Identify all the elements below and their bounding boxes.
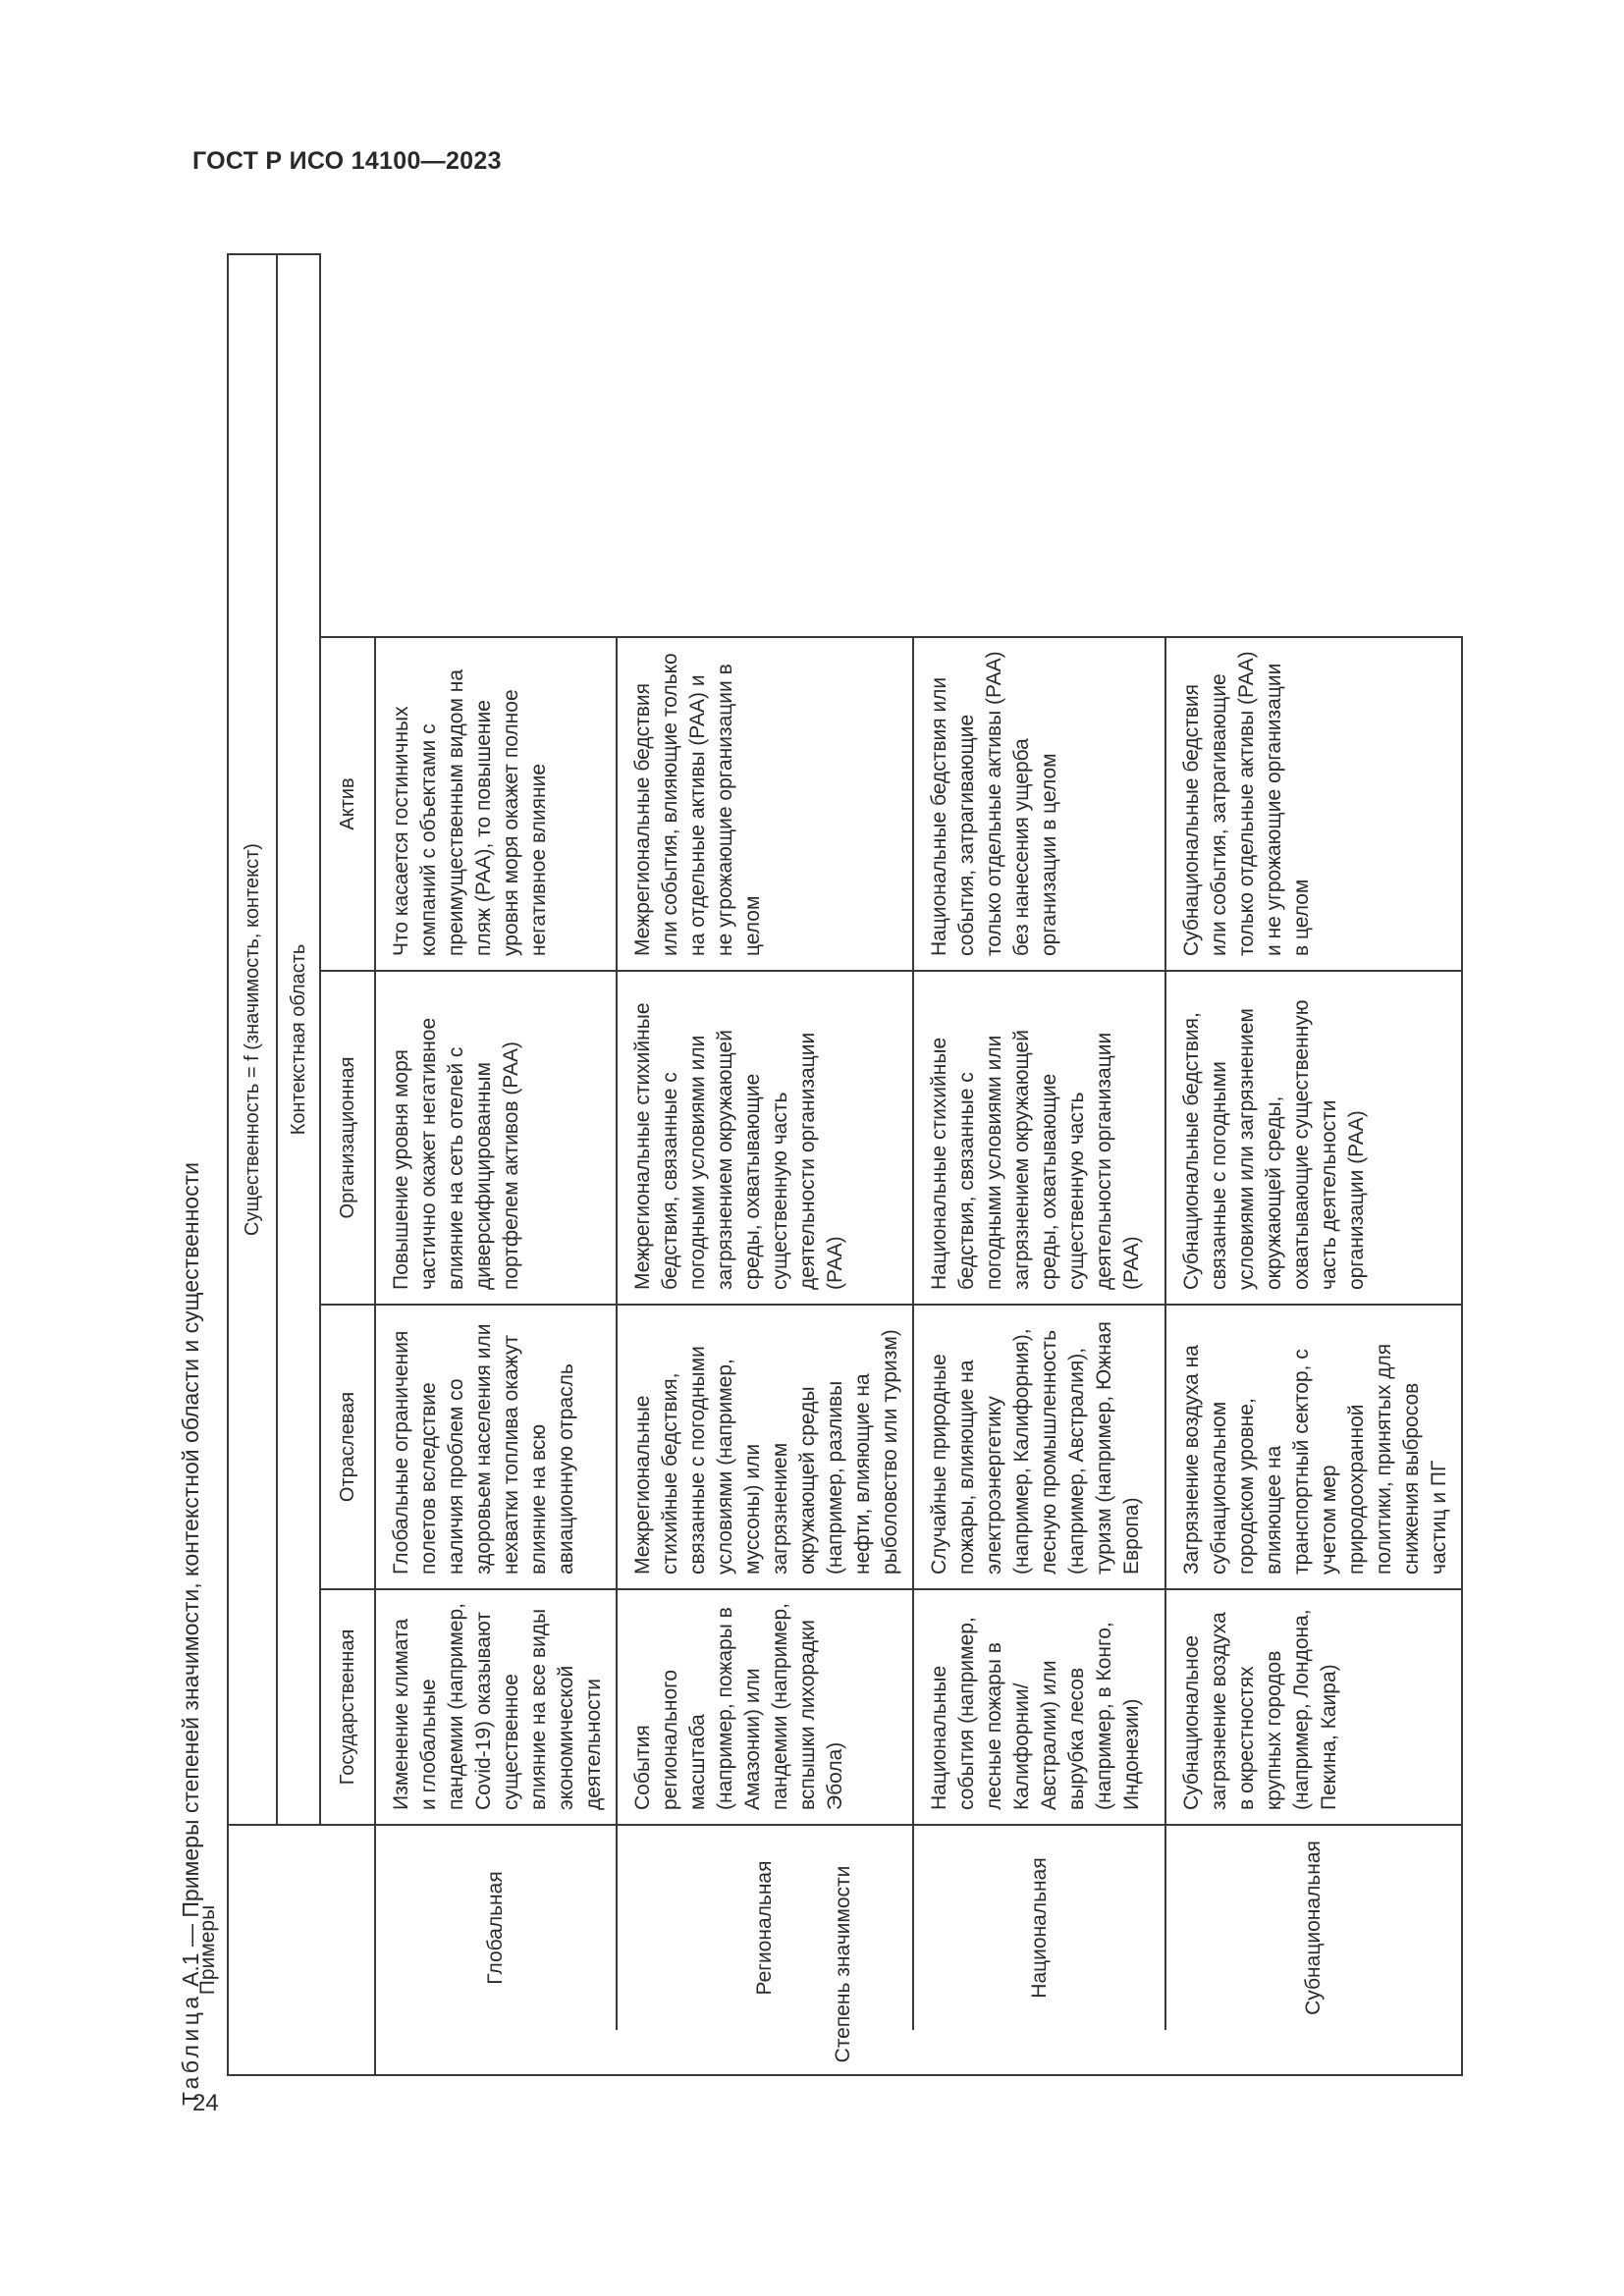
table-cell: [375, 1589, 617, 1825]
table-cell: [1165, 1305, 1462, 1589]
page-number: 24: [192, 2090, 219, 2116]
cell-text: Субнациональные бедствия, связанные с погодными условиями или загрязнением окружающей среды, охватывающие существенную часть деятельности организации (РАА): [1180, 999, 1368, 1290]
table-cell: [375, 637, 617, 971]
table-cell: [617, 1305, 913, 1589]
caption-prefix: Таблица: [178, 1993, 203, 2106]
table-cell: [375, 971, 617, 1305]
table-cell: [617, 971, 913, 1305]
rotated-table-block: [172, 231, 1450, 2106]
table-cell: [913, 1305, 1165, 1589]
table-cell: [913, 1589, 1165, 1825]
row-label-regional: Региональная: [617, 1825, 913, 2030]
cell-text: Национальные бедствия или события, затрагивающие только отдельные активы (РАА) без нанесения ущерба организации в целом: [928, 651, 1060, 956]
significance-row-header: [375, 2030, 1462, 2075]
table-cell: [375, 1305, 617, 1589]
table-cell: [1165, 637, 1462, 971]
cell-text: Повышение уровня моря частично окажет негативное влияние на сеть отелей с диверсифицированным портфелем активов (РАА): [390, 1017, 522, 1290]
table-cell: [913, 637, 1165, 971]
table-cell: [617, 637, 913, 971]
materiality-header: Существенность = f (значимость, контекст): [228, 254, 277, 1825]
col-header-asset: Актив: [320, 637, 375, 971]
cell-text: Межрегиональные бедствия или события, влияющие только на отдельные активы (РАА) и не угрожающие организации в целом: [631, 653, 764, 956]
row-label-subnational: Субнациональная: [1165, 1825, 1462, 2030]
cell-text: Межрегиональные стихийные бедствия, связанные с погодными условиями или загрязнением окружающей среды, охватывающие существенную часть деятельности организации (РАА): [631, 1002, 846, 1290]
cell-text: Что касается гостиничных компаний с объектами с преимущественным видом на пляж (РАА), то повышение уровня моря окажет полное негативное влияние: [390, 668, 550, 956]
row-label-global: Глобальная: [375, 1825, 617, 2030]
cell-text: Изменение климата и глобальные пандемии (например, Covid-19) оказывают существенное влияние на все виды экономической деятельности: [390, 1603, 605, 1810]
examples-header: [196, 1825, 375, 2075]
col-header-sector: Отраслевая: [320, 1305, 375, 1589]
caption-text: А.1 — Примеры степеней значимости, контекстной области и существенности: [178, 1162, 203, 1994]
context-header: Контекстная область: [277, 254, 320, 1825]
col-header-state: Государственная: [320, 1589, 375, 1825]
cell-text: Субнациональное загрязнение воздуха в окрестностях крупных городов (например, Лондона, Пекина, Каира): [1180, 1609, 1340, 1810]
document-code: ГОСТ Р ИСО 14100—2023: [192, 147, 502, 175]
table-cell: [1165, 1589, 1462, 1825]
cell-text: События регионального масштаба (например, пожары в Амазонии) или пандемии (например, вспышки лихорадки Эбола): [631, 1603, 846, 1810]
cell-text: Загрязнение воздуха на субнациональном городском уровне, влияющее на транспортный сектор, с учетом мер природоохранной политики, принятых для снижения выбросов частиц и ПГ: [1180, 1343, 1450, 1575]
cell-text: Национальные события (например, лесные пожары в Калифорнии/ Австралии) или вырубка лесов (например, в Конго, Индонезии): [928, 1617, 1143, 1810]
table-cell: [913, 971, 1165, 1305]
cell-text: Случайные природные пожары, влияющие на электроэнергетику (например, Калифорния), лесную промышленность (например, Австралия), туризм (например, Южная Европа): [928, 1321, 1143, 1575]
significance-label: Степень значимости: [832, 1865, 854, 2063]
examples-header-label: Примеры: [196, 1904, 219, 1996]
cell-text: Национальные стихийные бедствия, связанные с погодными условиями или загрязнением окружающей среды, охватывающие существенную часть деятельности организации (РАА): [928, 1030, 1143, 1290]
cell-text: Глобальные ограничения полетов вследствие наличия проблем со здоровьем населения или нехватки топлива окажут влияние на всю авиационную отрасль: [390, 1323, 577, 1575]
table-cell: [1165, 971, 1462, 1305]
row-label-national: Национальная: [913, 1825, 1165, 2030]
cell-text: Субнациональные бедствия или события, затрагивающие только отдельные активы (РАА) и не угрожающие организации в целом: [1180, 651, 1313, 956]
table-cell: [617, 1589, 913, 1825]
col-header-organization: Организационная: [320, 971, 375, 1305]
cell-text: Межрегиональные стихийные бедствия, связанные с погодными условиями (например, муссоны) или загрязнением окружающей среды (например, разливы нефти, влияющие на рыболовство или туризм): [631, 1329, 901, 1575]
significance-table: [196, 253, 1463, 2076]
